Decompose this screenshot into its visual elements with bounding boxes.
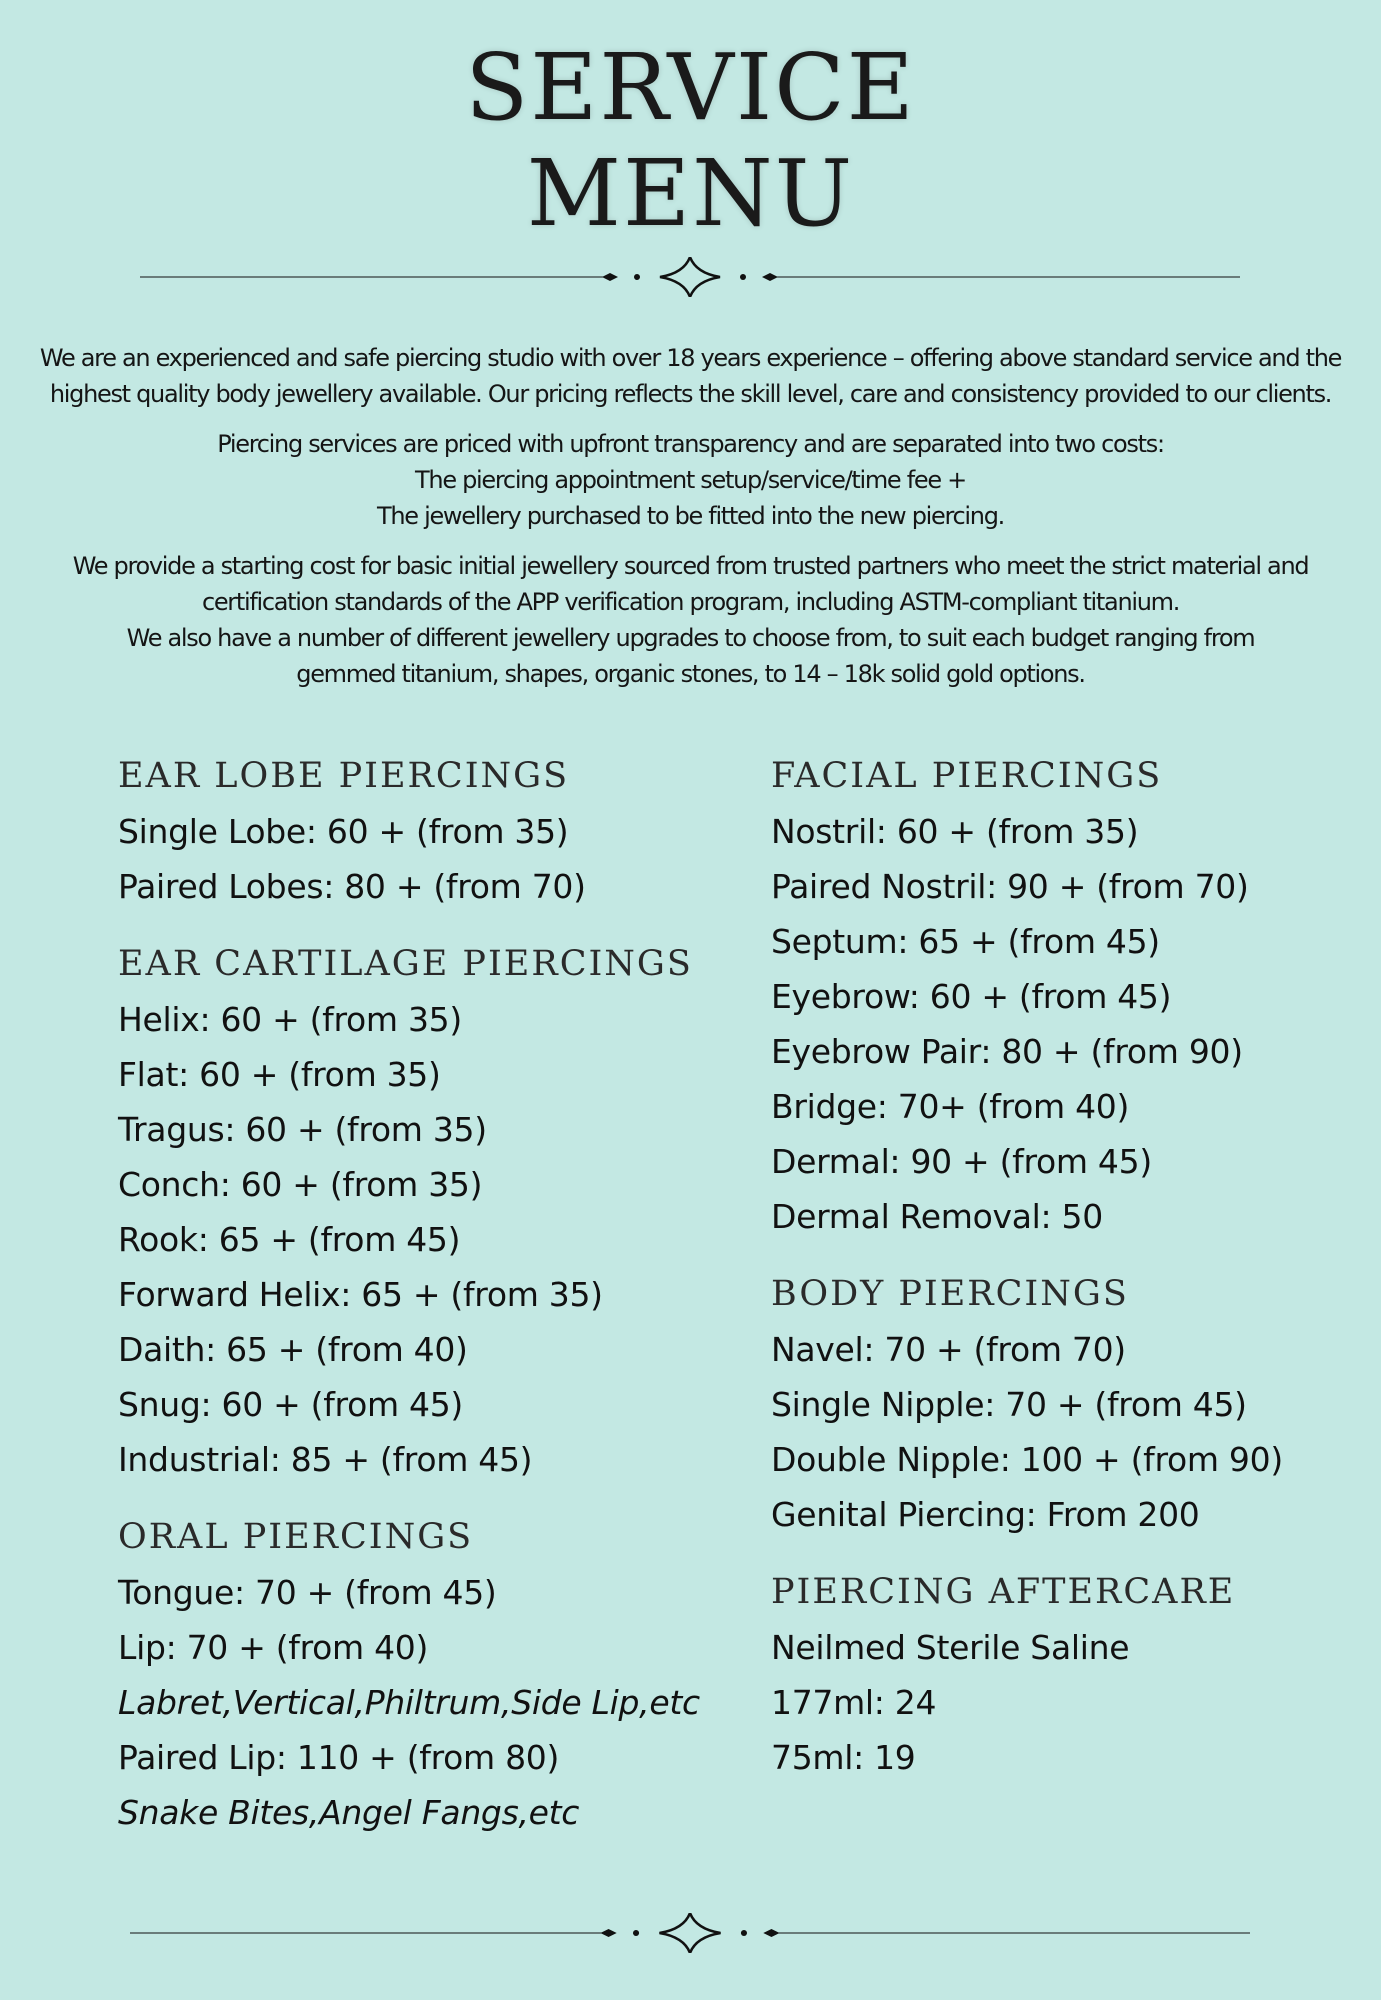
price-item: Nostril: 60 + (from 35) (771, 812, 1139, 851)
intro-line: highest quality body jewellery available. Our pricing reflects the skill level, care and consistency provided to our clients. (49, 380, 1332, 408)
title-line-2: MENU (526, 140, 855, 247)
price-item: Genital Piercing: From 200 (771, 1495, 1200, 1534)
price-item: Paired Nostril: 90 + (from 70) (771, 867, 1249, 906)
intro-line: gemmed titanium, shapes, organic stones, to 14 – 18k solid gold options. (296, 660, 1085, 688)
price-item: Eyebrow: 60 + (from 45) (771, 977, 1172, 1016)
intro-paragraph-3 (20, 548, 1361, 692)
intro-line: We also have a number of different jewellery upgrades to choose from, to suit each budget ranging from (126, 624, 1255, 652)
right-column (771, 752, 1371, 1811)
section-ear-cartilage-piercings (118, 940, 718, 1487)
price-item: Flat: 60 + (from 35) (118, 1055, 441, 1094)
price-item: Rook: 65 + (from 45) (118, 1220, 461, 1259)
price-item: Eyebrow Pair: 80 + (from 90) (771, 1032, 1243, 1071)
price-item: Single Lobe: 60 + (from 35) (118, 812, 569, 851)
ornamental-divider-top-icon (140, 257, 1240, 297)
price-item: 75ml: 19 (771, 1738, 916, 1777)
intro-text (20, 340, 1361, 706)
price-item: Industrial: 85 + (from 45) (118, 1440, 533, 1479)
price-item: Dermal: 90 + (from 45) (771, 1142, 1152, 1181)
price-item: Single Nipple: 70 + (from 45) (771, 1385, 1247, 1424)
price-item: Snake Bites,Angel Fangs,etc (118, 1793, 580, 1832)
intro-line: We provide a starting cost for basic initial jewellery sourced from trusted partners who meet the strict material and (72, 552, 1309, 580)
price-item: Navel: 70 + (from 70) (771, 1330, 1126, 1369)
price-item: Forward Helix: 65 + (from 35) (118, 1275, 603, 1314)
section-oral-piercings (118, 1513, 718, 1840)
section-title: FACIAL PIERCINGS (771, 756, 1163, 796)
price-item: Snug: 60 + (from 45) (118, 1385, 463, 1424)
section-piercing-aftercare (771, 1568, 1371, 1785)
intro-line: We are an experienced and safe piercing studio with over 18 years experience – offering above standard service and the (39, 344, 1342, 372)
section-title: ORAL PIERCINGS (118, 1517, 474, 1557)
intro-paragraph-2 (20, 426, 1361, 534)
price-item: Labret,Vertical,Philtrum,Side Lip,etc (118, 1683, 700, 1722)
intro-line: certification standards of the APP verification program, including ASTM-compliant titanium. (201, 588, 1180, 616)
price-item: Daith: 65 + (from 40) (118, 1330, 468, 1369)
section-title: PIERCING AFTERCARE (771, 1572, 1236, 1612)
price-item: Helix: 60 + (from 35) (118, 1000, 462, 1039)
price-item: 177ml: 24 (771, 1683, 937, 1722)
section-facial-piercings (771, 752, 1371, 1244)
price-item: Bridge: 70+ (from 40) (771, 1087, 1130, 1126)
section-body-piercings (771, 1270, 1371, 1542)
price-item: Neilmed Sterile Saline (771, 1628, 1130, 1667)
section-title: EAR CARTILAGE PIERCINGS (118, 944, 693, 984)
price-item: Septum: 65 + (from 45) (771, 922, 1160, 961)
intro-line: Piercing services are priced with upfront transparency and are separated into two costs: (217, 430, 1164, 458)
price-item: Lip: 70 + (from 40) (118, 1628, 429, 1667)
intro-paragraph-1 (20, 340, 1361, 412)
title-line-1: SERVICE (465, 34, 916, 141)
section-title: EAR LOBE PIERCINGS (118, 756, 570, 796)
price-item: Double Nipple: 100 + (from 90) (771, 1440, 1283, 1479)
intro-line: The jewellery purchased to be fitted into the new piercing. (377, 502, 1004, 530)
price-item: Conch: 60 + (from 35) (118, 1165, 483, 1204)
price-item: Paired Lip: 110 + (from 80) (118, 1738, 560, 1777)
intro-line: The piercing appointment setup/service/time fee + (415, 466, 966, 494)
price-item: Paired Lobes: 80 + (from 70) (118, 867, 586, 906)
section-ear-lobe-piercings (118, 752, 718, 914)
left-column (118, 752, 718, 1866)
price-item: Tragus: 60 + (from 35) (118, 1110, 487, 1149)
price-item: Tongue: 70 + (from 45) (118, 1573, 497, 1612)
price-item: Dermal Removal: 50 (771, 1197, 1103, 1236)
section-title: BODY PIERCINGS (771, 1274, 1129, 1314)
ornamental-divider-bottom-icon (130, 1913, 1250, 1953)
